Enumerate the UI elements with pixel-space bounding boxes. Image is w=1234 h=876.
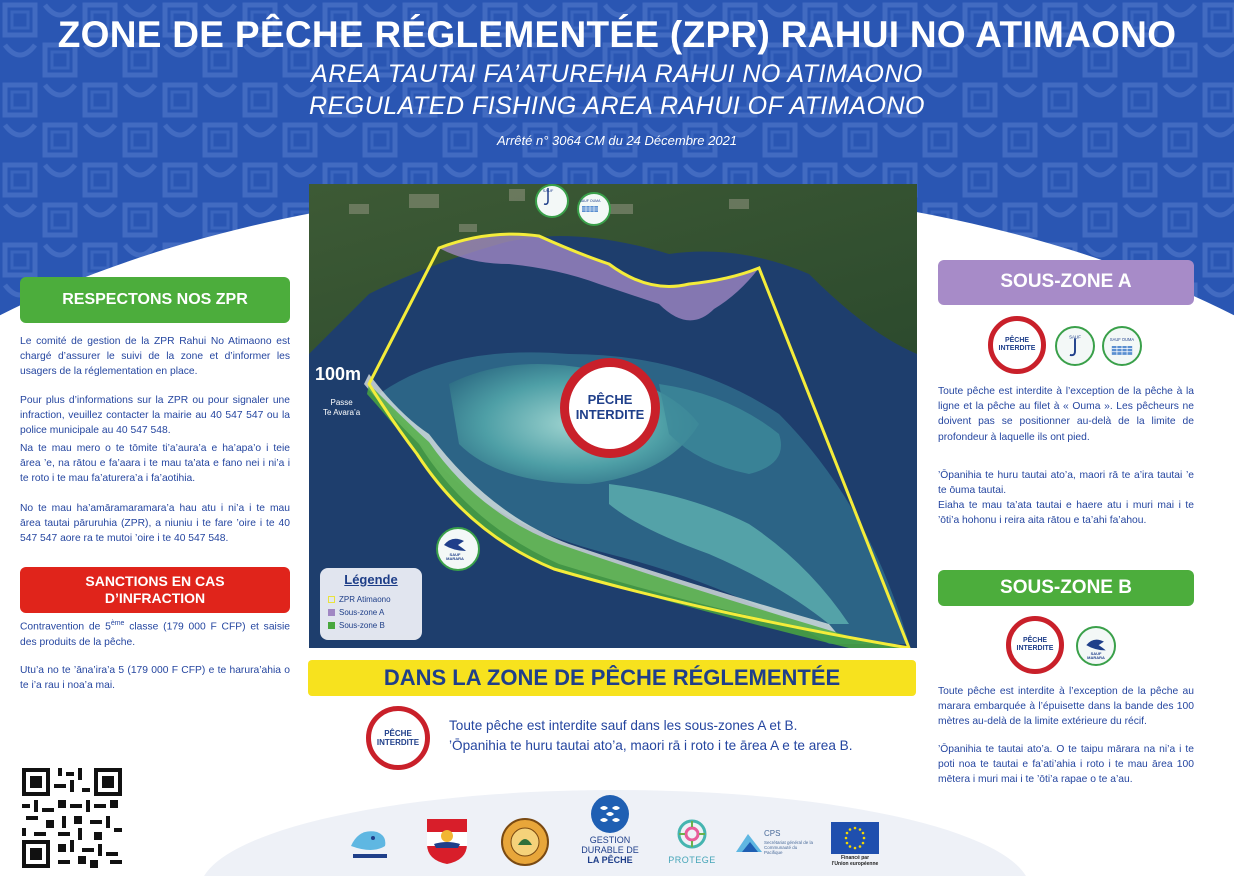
decree-reference: Arrêté n° 3064 CM du 24 Décembre 2021 bbox=[496, 133, 738, 148]
commune-seal-icon bbox=[500, 817, 550, 867]
fishing-net-icon bbox=[1108, 332, 1136, 360]
cps-logo bbox=[734, 830, 764, 856]
center-badge-line2: INTERDITE bbox=[376, 738, 420, 747]
crest-icon bbox=[422, 814, 472, 866]
general-rule-tahitian: ’Ōpanihia te huru tautai ato’a, maori rā i roto i te ārea A e te area B. bbox=[449, 737, 853, 753]
zone-a-badge-line2: INTERDITE bbox=[998, 345, 1036, 352]
sanctions-tahitian: Utu’a no te ’āna’ira’a 5 (179 000 F CFP) e te harura’ahia o te i’a rau i noa’a mai. bbox=[20, 665, 290, 692]
general-rule-french: Toute pêche est interdite sauf dans les sous-zones A et B. bbox=[449, 718, 798, 733]
zone-a-heading: SOUS-ZONE A bbox=[938, 260, 1194, 305]
zone-b-text-french: Toute pêche est interdite à l’exception de la pêche au marara embarquée à l’épuisette dans la bande des 100 mètres au-delà de la limite extérieure du récif. bbox=[938, 686, 1194, 728]
svg-text:SAUF: SAUF bbox=[1069, 334, 1081, 340]
protege-text: PROTEGE bbox=[668, 855, 716, 865]
legend-title: Légende bbox=[344, 572, 398, 587]
legend-item-zone-b bbox=[328, 621, 385, 630]
zone-a-text-tahitian-1: ’Ōpanihia te huru tautai ato’a, maori rā te a’ira tautai ’e te ōuma tautai. bbox=[938, 470, 1194, 497]
protege-logo bbox=[672, 818, 712, 852]
map-badge-line2: INTERDITE bbox=[575, 407, 645, 422]
sanctions-heading-line2: D’INFRACTION bbox=[104, 590, 206, 606]
map-legend bbox=[320, 568, 422, 640]
zone-b-badge-peche-interdite bbox=[1006, 616, 1064, 674]
svg-text:SAUF: SAUF bbox=[1090, 650, 1102, 656]
zone-b-badge-line2: INTERDITE bbox=[1016, 645, 1054, 652]
svg-text:MARARA: MARARA bbox=[446, 556, 464, 561]
map-icon-sauf-ouma bbox=[577, 192, 611, 226]
legend-label-zpr: ZPR Atimaono bbox=[339, 595, 391, 604]
polynesia-crest-logo bbox=[422, 814, 472, 866]
svg-text:MARARA: MARARA bbox=[1087, 655, 1105, 661]
legend-swatch-zpr bbox=[328, 596, 335, 603]
gestion-line1: GESTION bbox=[589, 835, 631, 845]
pass-label-line2: Te Avara’a bbox=[323, 408, 361, 418]
eu-flag-icon bbox=[831, 822, 879, 854]
sanctions-text-sup: ème bbox=[110, 620, 125, 627]
page-title: ZONE DE PÊCHE RÉGLEMENTÉE (ZPR) RAHUI NO ATIMAONO bbox=[57, 14, 1177, 55]
sanctions-text-b: classe (179 000 F CFP) et saisie des produits de la pêche. bbox=[20, 621, 290, 648]
gestion-peche-icon bbox=[590, 794, 630, 834]
gestion-line3: LA PÊCHE bbox=[587, 854, 633, 865]
fishing-line-icon bbox=[537, 186, 559, 208]
page-subtitle-english: REGULATED FISHING AREA RAHUI OF ATIMAONO bbox=[309, 92, 925, 120]
respect-heading: RESPECTONS NOS ZPR bbox=[20, 277, 290, 323]
gestion-peche-text bbox=[570, 836, 650, 866]
flying-fish-icon bbox=[438, 529, 472, 563]
map-icon-sauf-ligne bbox=[535, 184, 569, 218]
respect-paragraph-3: Na te mau mero o te tōmite ti’a’aura’a e ha’apa’o i teie ārea ’e, na rātou e fa’aara i te mau ta’ata e fano nei i ni’a i te roto i te mau fa’aturera’a i fa’aotihia. bbox=[20, 443, 290, 485]
legend-swatch-zone-b bbox=[328, 622, 335, 629]
respect-paragraph-1: Le comité de gestion de la ZPR Rahui No Atimaono est chargé d’assurer le suivi de la zone et d’informer les usagers de la réglementation en place. bbox=[20, 336, 290, 378]
sanctions-heading-line1: SANCTIONS EN CAS bbox=[85, 573, 225, 590]
zone-b-badge-line1: PÊCHE bbox=[1022, 636, 1048, 644]
eu-text bbox=[826, 856, 884, 867]
legend-swatch-zone-a bbox=[328, 609, 335, 616]
legend-label-zone-a: Sous-zone A bbox=[339, 608, 385, 617]
fish-logo-icon bbox=[343, 820, 395, 864]
svg-text:SAUF OUMA: SAUF OUMA bbox=[579, 199, 601, 203]
map-badge-line1: PÊCHE bbox=[587, 392, 633, 408]
svg-text:SAUF: SAUF bbox=[449, 552, 461, 557]
svg-text:SAUF: SAUF bbox=[542, 188, 554, 193]
fishing-line-icon bbox=[1061, 332, 1089, 360]
qr-code[interactable] bbox=[22, 768, 122, 868]
flying-fish-icon bbox=[1081, 631, 1111, 661]
legend-item-zone-a bbox=[328, 608, 384, 617]
center-badge-line1: PÊCHE bbox=[384, 728, 412, 738]
svg-text:SAUF OUMA: SAUF OUMA bbox=[1109, 336, 1135, 342]
map-badge-peche-interdite bbox=[560, 358, 660, 458]
depth-label: 100m bbox=[315, 364, 362, 384]
pass-label-line1: Passe bbox=[330, 398, 353, 407]
eu-line1: Financé par bbox=[840, 855, 870, 861]
zone-a-icon-sauf-ouma bbox=[1102, 326, 1142, 366]
zone-b-heading: SOUS-ZONE B bbox=[938, 570, 1194, 606]
gestion-peche-logo bbox=[588, 794, 632, 834]
zone-b-text-tahitian: ’Ōpanihia te tautai ato’a. O te taipu mārara na ni’a i te poti noa te tautai e fa’ati’ahia i roto i te mau ārea 100 mētera i muri mai i te ’ōti’a rapae o te a’au. bbox=[938, 744, 1194, 786]
protege-icon bbox=[674, 818, 710, 852]
center-badge-peche-interdite bbox=[366, 706, 430, 770]
general-rule-text bbox=[449, 716, 901, 755]
zone-a-badge-peche-interdite bbox=[988, 316, 1046, 374]
respect-paragraph-2: Pour plus d’informations sur la ZPR ou pour signaler une infraction, veuillez contacter la mairie au 40 547 547 ou la police municipale au 40 547 548. bbox=[20, 395, 290, 437]
eu-line2: l’Union européenne bbox=[831, 860, 879, 867]
sanctions-text-a: Contravention de 5 bbox=[20, 621, 111, 633]
legend-item-zpr bbox=[328, 595, 391, 604]
sanctions-text bbox=[20, 619, 290, 650]
sanctions-heading bbox=[20, 567, 290, 613]
zone-a-badge-line1: PÊCHE bbox=[1004, 336, 1030, 344]
zone-b-icon-sauf-marara bbox=[1076, 626, 1116, 666]
respect-paragraph-4: No te mau ha’amāramaramara’a hau atu i ni’a i te mau ārea tautai pāruruhia (ZPR), a niuniu i te fare ’oire i te 40 547 547 aore ra te mutoi ’oire i te 40 547 548. bbox=[20, 503, 290, 545]
fisheries-logo bbox=[343, 820, 395, 864]
cps-text bbox=[764, 830, 814, 856]
eu-flag-logo bbox=[831, 822, 879, 854]
page-subtitle-tahitian: AREA TAUTAI FA’ATUREHIA RAHUI NO ATIMAONO bbox=[311, 60, 923, 88]
fishing-net-icon bbox=[579, 194, 601, 216]
pass-label bbox=[323, 398, 360, 419]
cps-icon bbox=[734, 830, 764, 856]
commune-papara-logo bbox=[500, 817, 550, 867]
cps-label: CPS bbox=[764, 829, 781, 838]
zone-a-text-tahitian-2: Eiaha te mau ta’ata tautai e haere atu i muri mai i te ’ōti’a hohonu i reira aita rātou e ta’ahi fa’ahou. bbox=[938, 500, 1194, 527]
regulated-zone-banner: DANS LA ZONE DE PÊCHE RÉGLEMENTÉE bbox=[308, 660, 916, 696]
legend-label-zone-b: Sous-zone B bbox=[339, 621, 385, 630]
cps-sub-label: Secrétariat général de la Communauté du Pacifique bbox=[764, 839, 814, 855]
zone-a-text-french: Toute pêche est interdite à l’exception de la pêche à la ligne et la pêche au filet à « Ouma ». Les pêcheurs ne doivent pas se positionner au-delà de la limite de profondeur à laquelle ils ont pied. bbox=[938, 386, 1194, 443]
zone-a-icon-sauf-ligne bbox=[1055, 326, 1095, 366]
gestion-line2: DURABLE DE bbox=[581, 844, 639, 855]
map-icon-sauf-marara bbox=[436, 527, 480, 571]
